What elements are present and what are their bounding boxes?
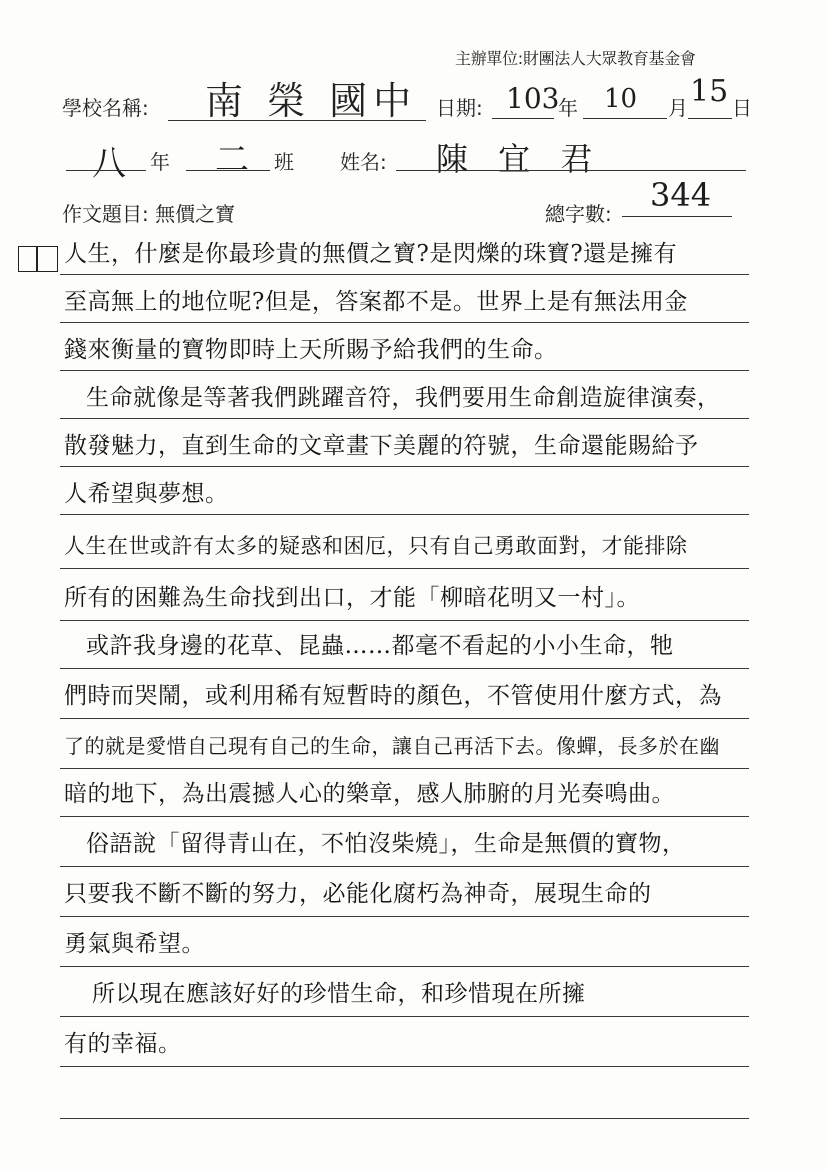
organizer-label: 主辦單位:財團法人大眾教育基金會 — [455, 49, 696, 68]
ruled-line — [60, 1016, 749, 1017]
ruled-line — [60, 768, 749, 769]
day-underline — [688, 118, 732, 119]
ruled-line — [60, 816, 749, 817]
topic-label: 作文題目: 無價之寶 — [62, 202, 236, 226]
essay-line: 人生在世或許有太多的疑惑和困厄，只有自己勇敢面對，才能排除 — [64, 534, 688, 558]
indent-box — [36, 246, 58, 272]
month-underline — [583, 118, 667, 119]
essay-line: 勇氣與希望。 — [64, 931, 205, 957]
essay-line: 有的幸福。 — [64, 1031, 182, 1057]
name-underline — [396, 170, 746, 171]
ruled-line — [60, 966, 749, 967]
ruled-line — [60, 718, 749, 719]
ruled-line — [60, 668, 749, 669]
name-value: 陳 宜 君 — [436, 140, 603, 178]
essay-line: 暗的地下，為出震撼人心的樂章，感人肺腑的月光奏鳴曲。 — [64, 781, 675, 807]
essay-line: 至高無上的地位呢?但是，答案都不是。世界上是有無法用金 — [64, 289, 688, 315]
ruled-line — [60, 1118, 749, 1119]
essay-line: 了的就是愛惜自己現有自己的生命，讓自己再活下去。像蟬，長多於在幽 — [64, 734, 720, 758]
wordcount-label: 總字數: — [545, 202, 612, 226]
essay-line: 或許我身邊的花草、昆蟲……都毫不看起的小小生命，牠 — [86, 633, 674, 659]
ruled-line — [60, 1066, 749, 1067]
school-label: 學校名稱: — [62, 96, 149, 120]
class-value: 二 — [215, 140, 249, 180]
year-unit: 年 — [558, 96, 578, 120]
school-value: 南 榮 國中 — [205, 79, 418, 123]
grade-value: 八 — [92, 144, 126, 184]
essay-line: 所以現在應該好好的珍惜生命，和珍惜現在所擁 — [92, 981, 586, 1007]
grade-unit: 年 — [150, 150, 170, 174]
essay-line: 生命就像是等著我們跳躍音符，我們要用生命創造旋律演奏， — [86, 385, 721, 411]
essay-line: 人生，什麼是你最珍貴的無價之寶?是閃爍的珠寶?還是擁有 — [64, 241, 678, 267]
school-underline — [168, 120, 426, 121]
year-value: 103 — [506, 82, 560, 115]
essay-line: 俗語說「留得青山在，不怕沒柴燒」，生命是無價的寶物， — [86, 831, 686, 857]
name-label: 姓名: — [340, 150, 387, 174]
essay-line: 人希望與夢想。 — [64, 481, 229, 507]
month-value: 10 — [604, 84, 638, 114]
essay-line: 們時而哭鬧，或利用稀有短暫時的顏色，不管使用什麼方式，為 — [64, 683, 722, 709]
ruled-line — [60, 568, 749, 569]
ruled-line — [60, 866, 749, 867]
day-unit: 日 — [732, 96, 752, 120]
essay-line: 所有的困難為生命找到出口，才能「柳暗花明又一村」。 — [64, 585, 640, 611]
indent-box — [18, 246, 38, 272]
year-underline — [492, 118, 554, 119]
ruled-line — [60, 916, 749, 917]
ruled-line — [60, 620, 749, 621]
class-underline — [186, 170, 270, 171]
essay-line: 只要我不斷不斷的努力，必能化腐朽為神奇，展現生命的 — [64, 881, 652, 907]
essay-line: 錢來衡量的寶物即時上天所賜予給我們的生命。 — [64, 337, 558, 363]
wordcount-underline — [622, 216, 732, 217]
day-value: 15 — [690, 74, 729, 109]
date-label: 日期: — [436, 96, 483, 120]
month-unit: 月 — [668, 96, 688, 120]
wordcount-value: 344 — [650, 176, 712, 214]
grade-underline — [66, 170, 146, 171]
essay-line: 散發魅力，直到生命的文章畫下美麗的符號，生命還能賜給予 — [64, 433, 699, 459]
class-unit: 班 — [274, 150, 294, 174]
